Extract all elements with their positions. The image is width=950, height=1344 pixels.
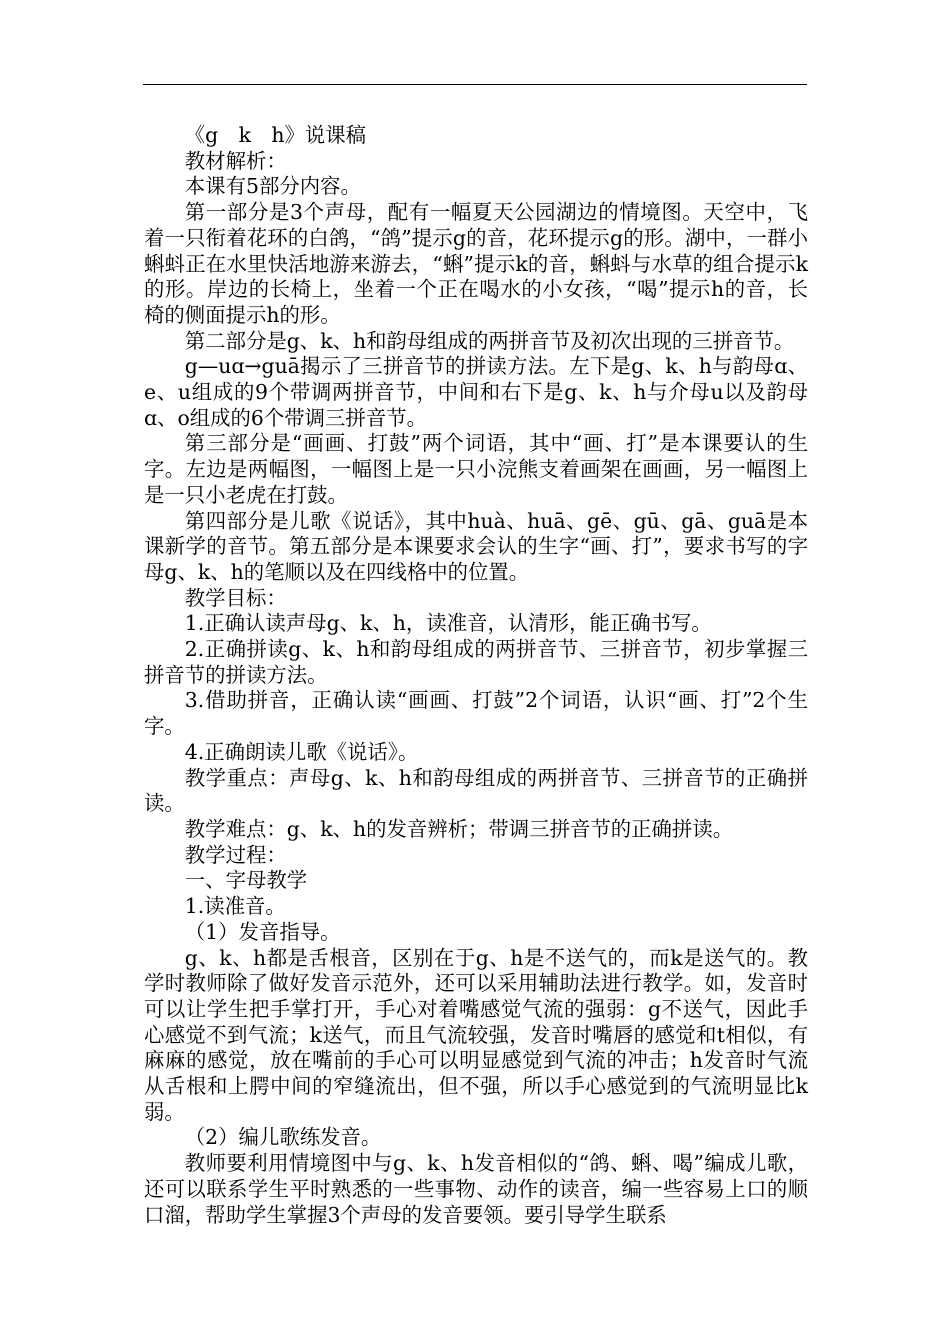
- subsection-heading: （2）编儿歌练发音。: [184, 1125, 382, 1150]
- paragraph: g—uɑ→guā揭示了三拼音节的拼读方法。左下是g、k、h与韵母ɑ、e、u组成的9个带调两拼音节，中间和右下是g、k、h与介母u以及韵母ɑ、o组成的6个带调三拼音节。: [144, 354, 808, 430]
- subsection-heading: 1.读准音。: [184, 894, 286, 919]
- list-item: 2.正确拼读g、k、h和韵母组成的两拼音节、三拼音节，初步掌握三拼音节的拼读方法。: [144, 637, 808, 687]
- paragraph: g、k、h都是舌根音，区别在于g、h是不送气的，而k是送气的。教学时教师除了做好发音示范外，还可以采用辅助法进行教学。如，发音时可以让学生把手掌打开，手心对着嘴感觉气流的强弱：g不送气，因此手心感觉不到气流；k送气，而且气流较强，发音时嘴唇的感觉和t相似，有麻麻的感觉，放在嘴前的手心可以明显感觉到气流的冲击；h发音时气流从舌根和上腭中间的窄缝流出，但不强，所以手心感觉到的气流明显比k弱。: [144, 945, 808, 1124]
- subsection-heading: 一、字母教学: [184, 868, 308, 893]
- section-heading: 教学目标：: [184, 585, 287, 610]
- paragraph: 本课有5部分内容。: [184, 174, 361, 199]
- document-body: [144, 123, 808, 1228]
- document-title: 《g k h》说课稿: [184, 123, 367, 147]
- section-heading: 教学过程：: [184, 842, 287, 867]
- paragraph: 教师要利用情境图中与g、k、h发音相似的“鸽、蝌、喝”编成儿歌，还可以联系学生平时熟悉的一些事物、动作的读音，编一些容易上口的顺口溜，帮助学生掌握3个声母的发音要领。要引导学生联系: [144, 1151, 808, 1227]
- paragraph: 第二部分是g、k、h和韵母组成的两拼音节及初次出现的三拼音节。: [184, 328, 795, 353]
- header-rule: [143, 84, 807, 85]
- paragraph: 教学重点：声母g、k、h和韵母组成的两拼音节、三拼音节的正确拼读。: [144, 765, 808, 816]
- section-heading: 教材解析：: [184, 148, 287, 173]
- paragraph: 第一部分是3个声母，配有一幅夏天公园湖边的情境图。天空中，飞着一只衔着花环的白鸽，“鸽”提示g的音，花环提示g的形。湖中，一群小蝌蚪正在水里快活地游来游去，“蝌”提示k的音，蝌蚪与水草的组合提示k的形。岸边的长椅上，坐着一个正在喝水的小女孩，“喝”提示h的音，长椅的侧面提示h的形。: [144, 200, 808, 327]
- subsection-heading: （1）发音指导。: [184, 919, 341, 944]
- list-item: 4.正确朗读儿歌《说话》。: [184, 739, 419, 764]
- paragraph: 第四部分是儿歌《说话》，其中huà、huā、gē、gū、gā、guā是本课新学的音节。第五部分是本课要求会认的生字“画、打”，要求书写的字母g、k、h的笔顺以及在四线格中的位置。: [144, 508, 808, 584]
- paragraph: 第三部分是“画画、打鼓”两个词语，其中“画、打”是本课要认的生字。左边是两幅图，一幅图上是一只小浣熊支着画架在画画，另一幅图上是一只小老虎在打鼓。: [144, 431, 808, 507]
- list-item: 1.正确认读声母g、k、h，读准音，认清形，能正确书写。: [184, 611, 712, 636]
- paragraph: 教学难点：g、k、h的发音辨析；带调三拼音节的正确拼读。: [184, 816, 734, 841]
- list-item: 3.借助拼音，正确认读“画画、打鼓”2个词语，认识“画、打”2个生字。: [144, 688, 808, 739]
